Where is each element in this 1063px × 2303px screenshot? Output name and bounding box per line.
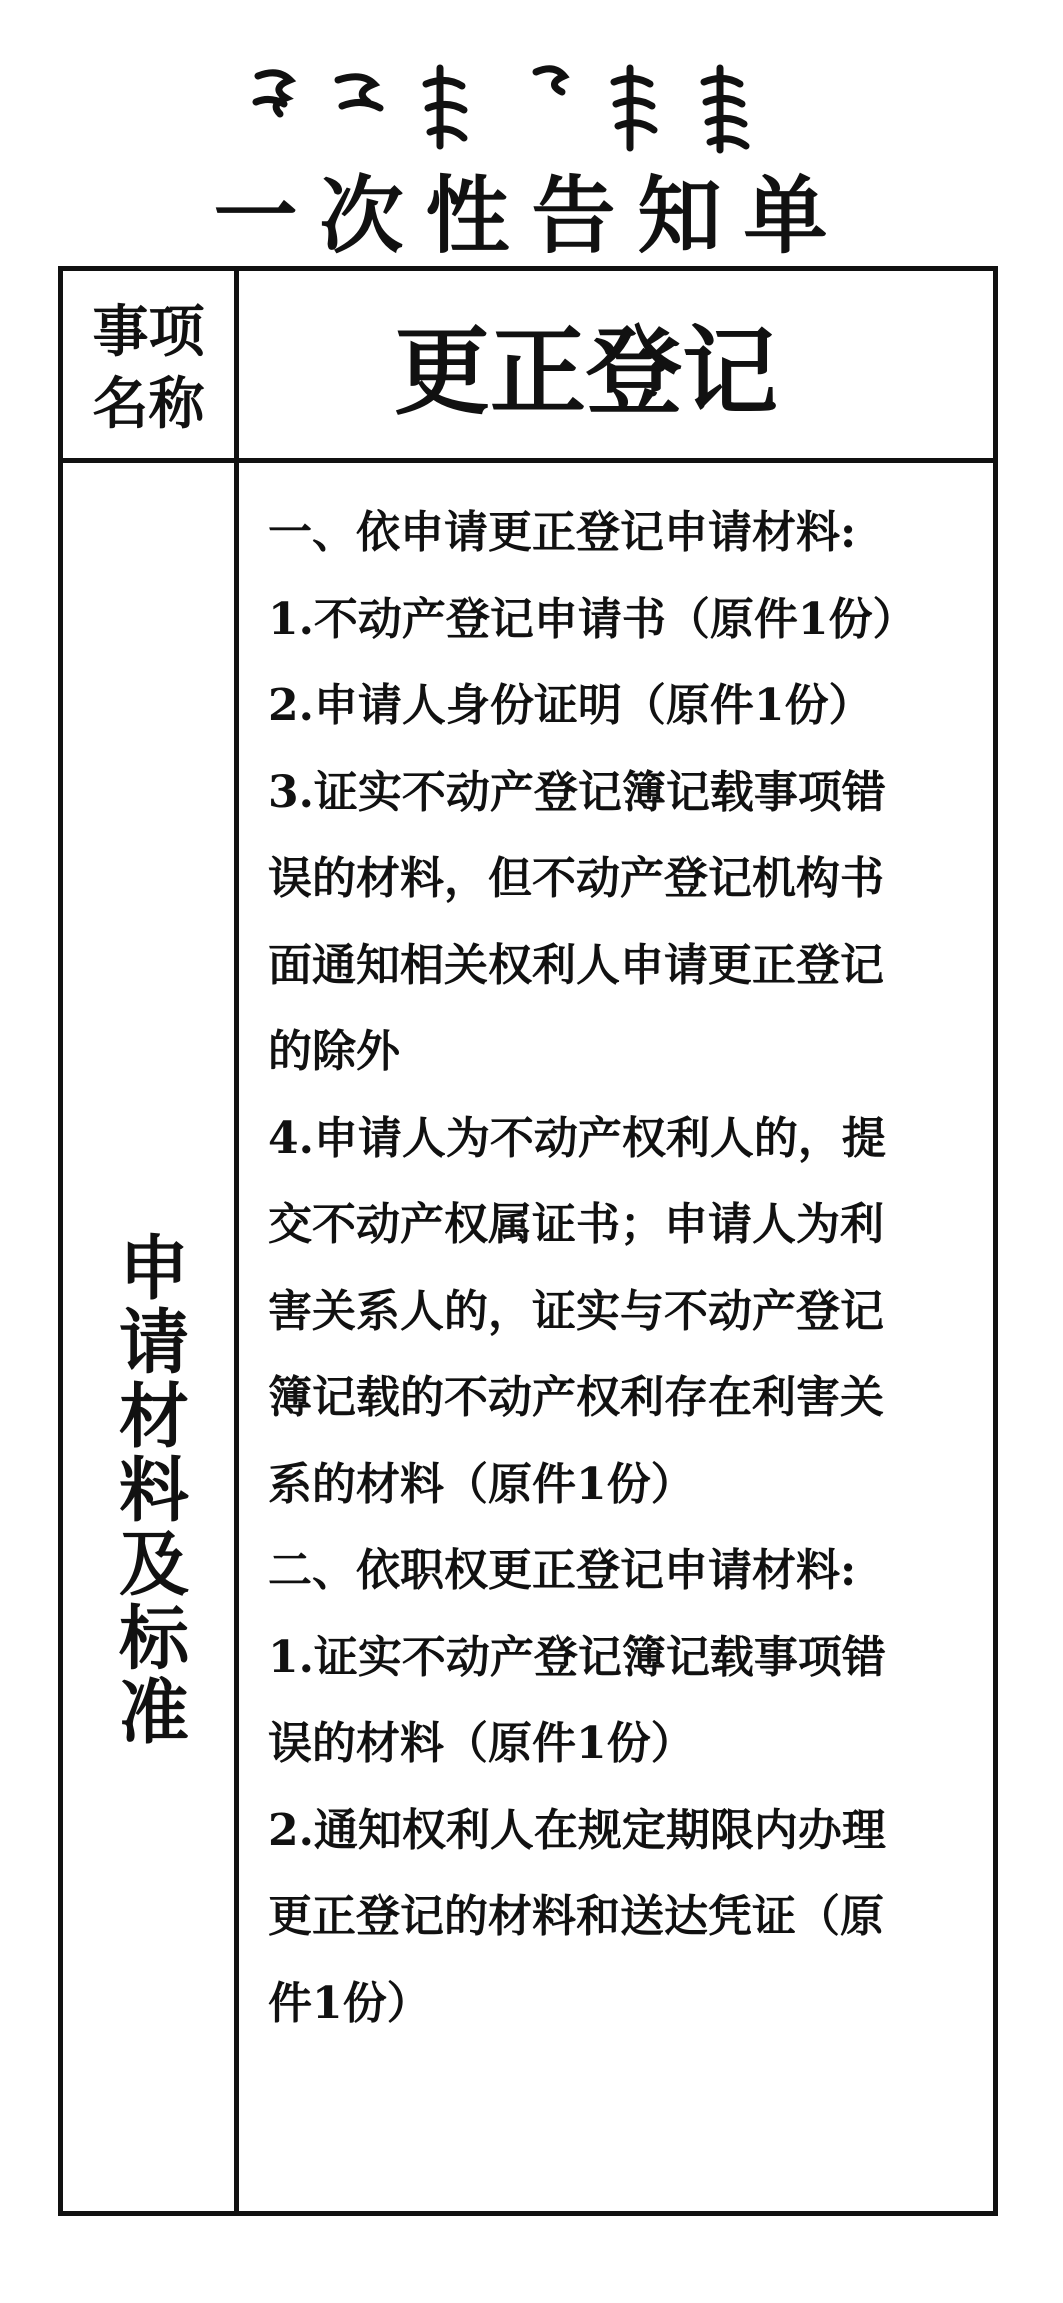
materials-line: 误的材料，但不动产登记机构书 — [268, 853, 884, 904]
materials-line: 更正登记的材料和送达凭证（原 — [268, 1891, 884, 1942]
materials-line: 2.申请人身份证明（原件1份） — [268, 680, 873, 731]
materials-content — [268, 490, 958, 2047]
item-name-label — [63, 280, 234, 456]
materials-line: 1.证实不动产登记簿记载事项错 — [268, 1631, 886, 1683]
item-name-label-line2: 名称 — [92, 371, 205, 437]
materials-label: 申请材料及标准 — [107, 1231, 191, 1749]
item-name-value: 更正登记 — [394, 314, 778, 428]
materials-line: 的除外 — [268, 1026, 400, 1077]
table-row-divider — [58, 458, 998, 463]
table-column-divider — [234, 266, 239, 2216]
materials-line: 误的材料（原件1份） — [268, 1718, 695, 1769]
materials-line: 2.通知权利人在规定期限内办理 — [268, 1804, 886, 1856]
materials-line: 面通知相关权利人申请更正登记 — [268, 939, 884, 991]
item-name-label-line1: 事项 — [92, 299, 205, 365]
materials-line: 害关系人的，证实与不动产登记 — [268, 1285, 884, 1337]
materials-line: 3.证实不动产登记簿记载事项错 — [268, 766, 886, 818]
materials-line: 件1份） — [268, 1977, 431, 2029]
materials-line: 交不动产权属证书；申请人为利 — [268, 1199, 884, 1250]
mongolian-script-graphic — [250, 58, 770, 160]
materials-line: 4.申请人为不动产权利人的，提 — [268, 1112, 886, 1164]
page-title: 一次性告知单 — [213, 166, 850, 265]
materials-line: 系的材料（原件1份） — [268, 1458, 695, 1510]
materials-line: 二、依职权更正登记申请材料: — [268, 1545, 857, 1596]
materials-line: 1.不动产登记申请书（原件1份） — [268, 593, 917, 645]
mongolian-title — [250, 58, 770, 160]
materials-line: 一、依申请更正登记申请材料: — [268, 507, 857, 558]
materials-line: 簿记载的不动产权利存在利害关 — [268, 1372, 884, 1423]
